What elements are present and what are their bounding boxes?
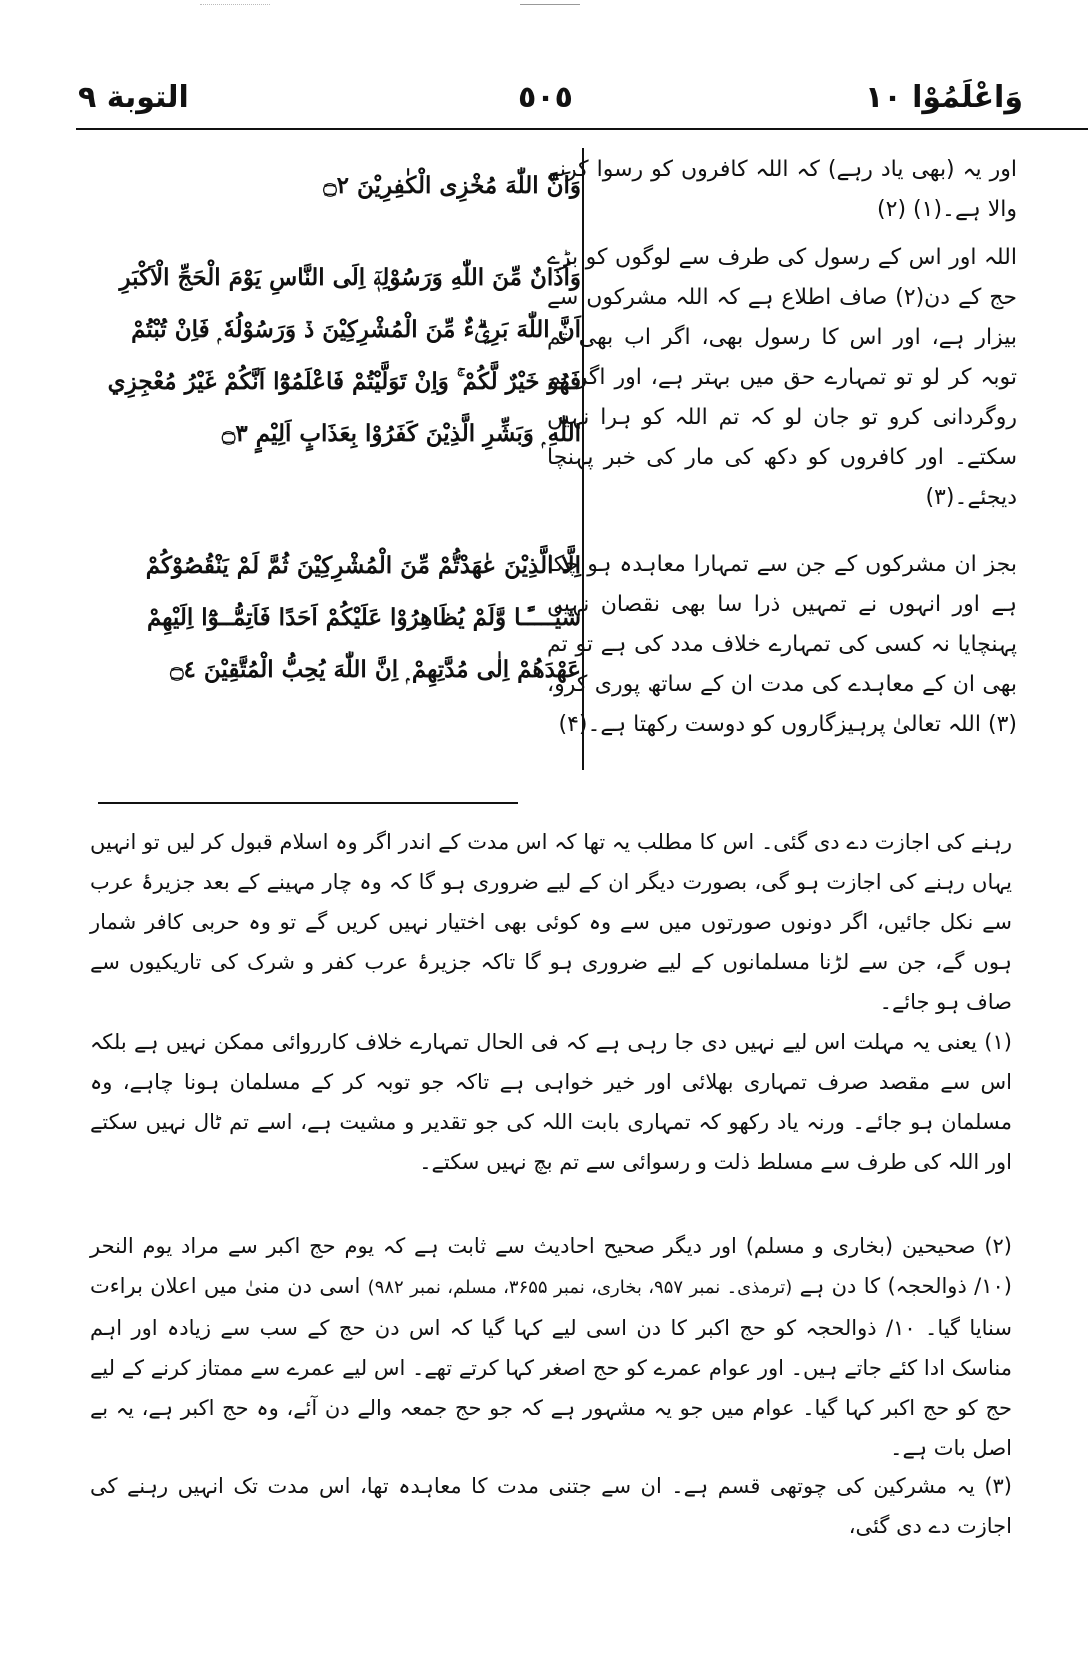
page-number: ٥٠٥	[518, 80, 573, 115]
juz-title: وَاعْلَمُوْا ١٠	[865, 80, 1023, 115]
footnote-rule	[98, 802, 518, 804]
verse-4-translation: بجز ان مشرکوں کے جن سے تمہارا معاہدہ ہو چکا ہے اور انہوں نے تمہیں ذرا سا بھی نقصان نہیں پہنچایا نہ کسی کی تمہارے خلاف مدد کی ہے تو تم بھی ان کے معاہدے کی مدت ان کے ساتھ پوری کرو،(۳) اللہ تعالیٰ پرہیزگاروں کو دوست رکھتا ہے۔(۴)	[547, 552, 1017, 737]
verse-2-translation: اور یہ (بھی یاد رہے) کہ اللہ کافروں کو رسوا کرنے والا ہے۔(۱) (۲)	[547, 157, 1017, 222]
verse-4-arabic: اِلَّا الَّذِيْنَ عٰهَدْتُّمْ مِّنَ الْمُشْرِكِيْنَ ثُمَّ لَمْ يَنْقُصُوْكُمْ شَيْــــًٔـا وَّلَمْ يُظَاهِرُوْا عَلَيْكُمْ اَحَدًا فَاَتِمُّــوْٓا اِلَيْهِمْ عَهْدَهُمْ اِلٰى مُدَّتِهِمْ ۭ اِنَّ اللّٰهَ يُحِبُّ الْمُتَّقِيْنَ ۝٤	[145, 552, 581, 683]
footnote-2-text-a: (۲) صحیحین (بخاری و مسلم) اور دیگر صحیح احادیث سے ثابت ہے کہ یوم حج اکبر سے مراد یوم النحر (۱۰/ ذوالحجہ) کا دن ہے	[90, 1234, 1012, 1298]
footnote-2-text-b: اسی دن منیٰ میں اعلان براءت سنایا گیا۔ ۱۰/ ذوالحجہ کو حج اکبر کا دن اسی لیے کہا گیا کہ اس دن حج کے سب سے زیادہ اور اہم مناسک ادا کئے جاتے ہیں۔ اور عوام عمرے کو حج اصغر کہا کرتے تھے۔ اس لیے عمرے سے ممتاز کرنے کے لیے حج کو حج اکبر کہا گیا۔ عوام میں جو یہ مشہور ہے کہ جو حج جمعہ والے دن آئے، وہ حج اکبر ہے، یہ بے اصل بات ہے۔	[90, 1274, 1012, 1460]
top-scan-mark	[520, 4, 580, 5]
footnote-2	[90, 1226, 1012, 1468]
top-scan-mark-dotted	[200, 4, 270, 5]
footnote-2-reference: (ترمذی۔ نمبر ۹۵۷، بخاری، نمبر ۳۶۵۵، مسلم، نمبر ۹۸۲)	[367, 1277, 793, 1298]
surah-title: التوبة ٩	[78, 80, 189, 115]
footnote-1: (۱) یعنی یہ مہلت اس لیے نہیں دی جا رہی ہے کہ فی الحال تمہارے خلاف کارروائی ممکن نہیں ہے بلکہ اس سے مقصد صرف تمہاری بھلائی اور خیر خواہی ہے تاکہ جو توبہ کر کے مسلمان ہونا چاہے، وہ مسلمان ہو جائے۔ ورنہ یاد رکھو کہ تمہاری بابت اللہ کی جو تقدیر و مشیت ہے، اسے تم ٹال نہیں سکتے اور اللہ کی طرف سے مسلط ذلت و رسوائی سے تم بچ نہیں سکتے۔	[90, 1030, 1012, 1174]
verse-2-arabic: وَاَنَّ اللّٰهَ مُخْزِى الْكٰفِرِيْنَ ۝٢	[323, 172, 581, 199]
footnote-continued: رہنے کی اجازت دے دی گئی۔ اس کا مطلب یہ تھا کہ اس مدت کے اندر اگر وہ اسلام قبول کر لیں تو انہیں یہاں رہنے کی اجازت ہو گی، بصورت دیگر ان کے لیے ضروری ہو گا کہ وہ چار مہینے کے بعد جزیرۂ عرب سے نکل جائیں، اگر دونوں صورتوں میں سے وہ کوئی بھی اختیار نہیں کریں گے تو وہ حربی کافر شمار ہوں گے، جن سے لڑنا مسلمانوں کے لیے ضروری ہو گا تاکہ جزیرۂ عرب کفر و شرک کی تاریکیوں سے صاف ہو جائے۔	[90, 830, 1013, 1014]
verse-3-arabic: وَاَذَانٌ مِّنَ اللّٰهِ وَرَسُوْلِهٖٓ اِلَى النَّاسِ يَوْمَ الْحَجِّ الْاَكْبَرِ اَنَّ اللّٰهَ بَرِيْۗءٌ مِّنَ الْمُشْرِكِيْنَ ڏ وَرَسُوْلُهٗ ۭ فَاِنْ تُبْتُمْ فَهُوَ خَيْرٌ لَّكُمْ ۚ وَاِنْ تَوَلَّيْتُمْ فَاعْلَمُوْٓا اَنَّكُمْ غَيْرُ مُعْجِزِي اللّٰهِ ۭ وَبَشِّرِ الَّذِيْنَ كَفَرُوْا بِعَذَابٍ اَلِيْمٍ ۝٣	[107, 264, 581, 447]
footnote-3: (۳) یہ مشرکین کی چوتھی قسم ہے۔ ان سے جتنی مدت کا معاہدہ تھا، اس مدت تک انہیں رہنے کی اجازت دے دی گئی،	[90, 1474, 1012, 1538]
header-rule	[76, 128, 1088, 130]
verse-3-translation: اللہ اور اس کے رسول کی طرف سے لوگوں کو بڑے حج کے دن(۲) صاف اطلاع ہے کہ اللہ مشرکوں سے بیزار ہے، اور اس کا رسول بھی، اگر اب بھی تم توبہ کر لو تو تمہارے حق میں بہتر ہے، اور اگر تم روگردانی کرو تو جان لو کہ تم اللہ کو ہرا نہیں سکتے۔ اور کافروں کو دکھ کی مار کی خبر پہنچا دیجئے۔(۳)	[547, 245, 1017, 510]
